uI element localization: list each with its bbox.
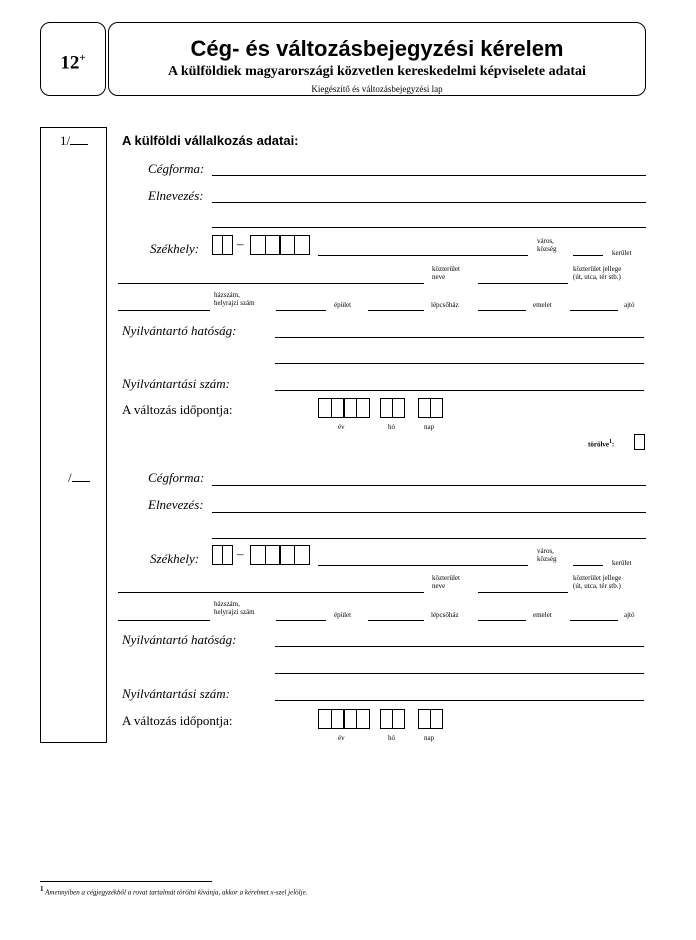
ho-label-2: hó — [388, 734, 395, 742]
nyilvantarto-hatosag-field-2[interactable] — [275, 363, 644, 364]
kozseg-text-2: község — [537, 555, 557, 563]
section-number-column — [40, 127, 107, 743]
torolve-checkbox[interactable] — [634, 434, 645, 450]
form-number-text: 12 — [60, 52, 80, 74]
section2-number-field[interactable] — [72, 481, 90, 482]
epulet-field[interactable] — [368, 310, 424, 311]
nyilvantartasi-szam-field-2[interactable] — [275, 700, 644, 701]
footnote-number: 1 — [40, 885, 44, 893]
ho-label: hó — [388, 423, 395, 431]
kozterulet-jellege-field-2[interactable] — [478, 592, 568, 593]
valtozas-idopontja-label-2: A változás időpontja: — [122, 713, 233, 728]
nyilvantarto-hatosag-field-2a[interactable] — [275, 646, 644, 647]
kerulet-field[interactable] — [573, 255, 603, 256]
postal-code-cells-a[interactable] — [212, 235, 231, 255]
nyilvantarto-hatosag-label-2: Nyilvántartó hatóság: — [122, 632, 237, 647]
emelet-label-2: emelet — [533, 611, 552, 619]
date-year-cells[interactable] — [318, 398, 368, 418]
lepcsohaz-field[interactable] — [478, 310, 526, 311]
lepcsohaz-label: lépcsőház — [431, 301, 459, 309]
torolve-sup: 1 — [609, 439, 612, 445]
ceg-forma-label: Cégforma: — [148, 161, 205, 176]
date-year-cells-2[interactable] — [318, 709, 368, 729]
section1-number-field[interactable] — [70, 144, 88, 145]
date-day-cells[interactable] — [418, 398, 441, 418]
ev-label: év — [338, 423, 345, 431]
kozterulet-neve-field-2[interactable] — [118, 592, 424, 593]
kozterulet-jellege-text-2: közterület jellege — [573, 574, 622, 582]
varos-field-2[interactable] — [318, 565, 528, 566]
postal-code-cells-b-2[interactable] — [250, 545, 308, 565]
nyilvantartasi-szam-label-2: Nyilvántartási szám: — [122, 686, 230, 701]
hazszam-label-2 — [214, 600, 255, 616]
postal-code-cells-a-2[interactable] — [212, 545, 231, 565]
footnote — [40, 885, 307, 896]
kozterulet-text: közterület — [432, 265, 460, 273]
ev-label-2: év — [338, 734, 345, 742]
elnevezes-field-2[interactable] — [212, 227, 646, 228]
date-month-cells-2[interactable] — [380, 709, 403, 729]
varos-label — [537, 237, 556, 253]
date-month-cells[interactable] — [380, 398, 403, 418]
kerulet-field-2[interactable] — [573, 565, 603, 566]
nyilvantarto-hatosag-label: Nyilvántartó hatóság: — [122, 323, 237, 338]
valtozas-idopontja-label: A változás időpontja: — [122, 402, 233, 417]
epulet-field-2[interactable] — [368, 620, 424, 621]
szekhely-label: Székhely: — [150, 241, 200, 256]
form-title: Cég- és változásbejegyzési kérelem — [190, 36, 564, 61]
elnevezes-label: Elnevezés: — [148, 188, 204, 203]
torolve-label — [588, 438, 614, 448]
torolve-text: törölve — [588, 440, 609, 449]
kozterulet-neve-label — [432, 265, 460, 281]
hazszam-text: házszám, — [214, 291, 240, 299]
kozterulet-neve-field[interactable] — [118, 283, 424, 284]
kozterulet-jellege-label-2 — [573, 574, 621, 590]
ceg-forma-field[interactable] — [212, 175, 646, 176]
elnevezes-field-2b[interactable] — [212, 538, 646, 539]
jellege-pelda-text-2: (út, utca, tér stb.) — [573, 582, 621, 590]
epulet-label-2: épület — [334, 611, 352, 619]
lepcsohaz-label-2: lépcsőház — [431, 611, 459, 619]
emelet-field-2[interactable] — [570, 620, 618, 621]
nap-label: nap — [424, 423, 435, 431]
kozterulet-neve-label-2 — [432, 574, 460, 590]
elnevezes-label-2: Elnevezés: — [148, 497, 204, 512]
elnevezes-field-2a[interactable] — [212, 512, 646, 513]
elnevezes-field[interactable] — [212, 202, 646, 203]
kozterulet-jellege-label — [573, 265, 621, 281]
nyilvantartasi-szam-label: Nyilvántartási szám: — [122, 376, 230, 391]
hazszam-text-2: házszám, — [214, 600, 240, 608]
kozterulet-text-2: közterület — [432, 574, 460, 582]
form-subtitle: A külföldiek magyarországi közvetlen kereskedelmi képviselete adatai — [168, 64, 586, 79]
neve-text-2: neve — [432, 582, 446, 590]
kozseg-text: község — [537, 245, 557, 253]
postal-code-dash-2: – — [237, 546, 244, 561]
helyrajzi-szam-field[interactable] — [276, 310, 326, 311]
ajto-label-2: ajtó — [624, 611, 635, 619]
nyilvantarto-hatosag-field-2b[interactable] — [275, 673, 644, 674]
form-subsubtitle: Kiegészítő és változásbejegyzési lap — [311, 84, 443, 94]
postal-code-dash: – — [237, 236, 244, 251]
date-day-cells-2[interactable] — [418, 709, 441, 729]
ceg-forma-field-2[interactable] — [212, 485, 646, 486]
kozterulet-jellege-text: közterület jellege — [573, 265, 622, 273]
hazszam-field-2[interactable] — [118, 620, 210, 621]
torolve-colon: : — [612, 440, 615, 449]
section1-number — [60, 133, 88, 149]
lepcsohaz-field-2[interactable] — [478, 620, 526, 621]
section1-heading: A külföldi vállalkozás adatai: — [122, 133, 299, 148]
nyilvantarto-hatosag-field[interactable] — [275, 337, 644, 338]
postal-code-cells-b[interactable] — [250, 235, 308, 255]
emelet-field[interactable] — [570, 310, 618, 311]
footnote-divider — [40, 881, 212, 882]
neve-text: neve — [432, 273, 446, 281]
varos-text-2: város, — [537, 547, 554, 555]
footnote-text: Amennyiben a cégjegyzékből a rovat tartalmát törölni kívánja, akkor a kérelmet x-szel jelölje. — [45, 888, 308, 897]
helyrajzi-szam-text: helyrajzi szám — [214, 299, 255, 307]
emelet-label: emelet — [533, 301, 552, 309]
helyrajzi-szam-text-2: helyrajzi szám — [214, 608, 255, 616]
ceg-forma-label-2: Cégforma: — [148, 470, 205, 485]
form-number — [40, 52, 106, 74]
section2-number-text: / — [68, 470, 72, 485]
hazszam-label — [214, 291, 255, 307]
kozterulet-jellege-field[interactable] — [478, 283, 568, 284]
kerulet-label: kerület — [612, 249, 632, 257]
helyrajzi-szam-field-2[interactable] — [276, 620, 326, 621]
epulet-label: épület — [334, 301, 352, 309]
nyilvantartasi-szam-field[interactable] — [275, 390, 644, 391]
kerulet-label-2: kerület — [612, 559, 632, 567]
varos-label-2 — [537, 547, 556, 563]
nap-label-2: nap — [424, 734, 435, 742]
section2-number — [68, 470, 90, 486]
ajto-label: ajtó — [624, 301, 635, 309]
form-number-sup: + — [79, 52, 86, 64]
varos-field[interactable] — [318, 255, 528, 256]
szekhely-label-2: Székhely: — [150, 551, 200, 566]
jellege-pelda-text: (út, utca, tér stb.) — [573, 273, 621, 281]
hazszam-field[interactable] — [118, 310, 210, 311]
varos-text: város, — [537, 237, 554, 245]
section1-number-text: 1/ — [60, 133, 71, 148]
